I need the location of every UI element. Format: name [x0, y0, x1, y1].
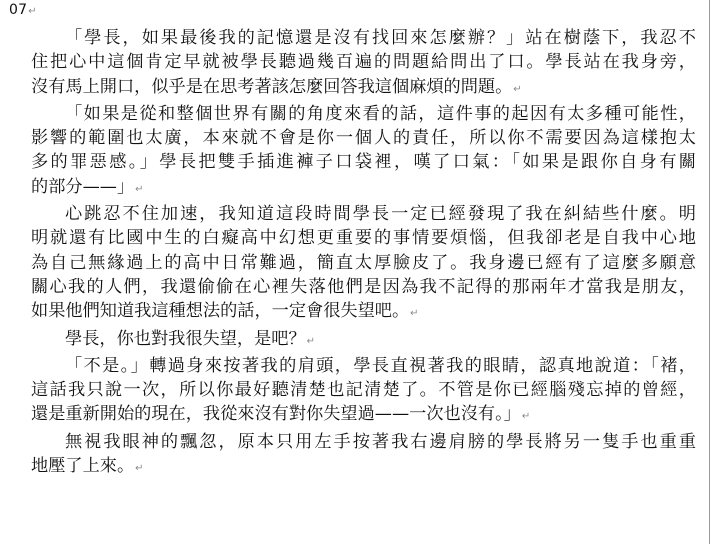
text-line — [31, 299, 696, 326]
paragraph-mark-icon: ↵ — [521, 411, 531, 423]
paragraph-mark-icon: ↵ — [135, 183, 144, 195]
text-line-content: 地壓了上來。 — [31, 456, 135, 477]
paragraph-mark-icon: ↵ — [135, 463, 144, 475]
paragraph — [31, 327, 696, 354]
text-line: 心跳忍不住加速，我知道這段時間學長一定已經發現了我在糾結些什麼。明 — [65, 204, 696, 225]
text-line-content: 學長，你也對我很失望，是吧？ — [65, 328, 306, 349]
text-line — [31, 402, 696, 429]
text-line — [31, 75, 696, 102]
paragraph — [31, 102, 696, 202]
text-line-content: 的部分——」 — [31, 176, 135, 197]
paragraph — [31, 26, 696, 102]
page-edge-line — [709, 0, 710, 544]
paragraph — [31, 354, 696, 430]
text-line: 為自己無緣過上的高中日常難過，簡直太厚臉皮了。我身邊已經有了這麼多願意 — [31, 252, 696, 273]
text-line: 無視我眼神的飄忽，原本只用左手按著我右邊肩膀的學長將另一隻手也重重 — [65, 431, 696, 452]
text-line: 這話我只說一次，所以你最好聽清楚也記清楚了。不管是你已經腦殘忘掉的曾經， — [31, 380, 696, 401]
paragraph-mark-icon: ↵ — [306, 335, 316, 347]
chapter-number-text: 07 — [9, 2, 28, 18]
text-line: 關心我的人們，我還偷偷在心裡失落他們是因為我不記得的那兩年才當我是朋友， — [31, 276, 696, 297]
text-line-content: 還是重新開始的現在，我從來沒有對你失望過——一次也沒有。」 — [31, 404, 521, 425]
text-line-content: 如果他們知道我這種想法的話，一定會很失望吧。 — [31, 301, 410, 322]
text-line — [31, 175, 696, 202]
text-line: 「不是。」轉過身來按著我的肩頭，學長直視著我的眼睛，認真地說道：「褚， — [65, 355, 696, 376]
text-line — [31, 454, 696, 481]
text-line: 「學長，如果最後我的記憶還是沒有找回來怎麼辦？」站在樹蔭下，我忍不 — [65, 28, 696, 48]
paragraph-mark-icon: ↵ — [410, 308, 419, 320]
paragraph — [31, 202, 696, 326]
text-line — [31, 327, 696, 354]
text-line: 影響的範圍也太廣，本來就不會是你一個人的責任，所以你不需要因為這樣抱太 — [31, 128, 696, 149]
paragraph-mark-icon: ↵ — [513, 83, 522, 95]
chapter-number — [9, 1, 37, 21]
text-line: 明就還有比國中生的白癡高中幻想更重要的事情要煩惱，但我卻老是自我中心地 — [31, 228, 696, 249]
paragraph — [31, 430, 696, 482]
document-body — [31, 26, 696, 481]
text-line: 多的罪惡感。」學長把雙手插進褲子口袋裡，嘆了口氣：「如果是跟你自身有關 — [31, 152, 696, 173]
text-line: 「如果是從和整個世界有關的角度來看的話，這件事的起因有太多種可能性， — [65, 103, 696, 124]
text-line: 住把心中這個肯定早就被學長聽過幾百遍的問題給問出了口。學長站在我身旁， — [31, 52, 696, 73]
text-line-content: 沒有馬上開口，似乎是在思考著該怎麼回答我這個麻煩的問題。 — [31, 76, 513, 97]
paragraph-mark-icon: ↵ — [28, 6, 37, 17]
